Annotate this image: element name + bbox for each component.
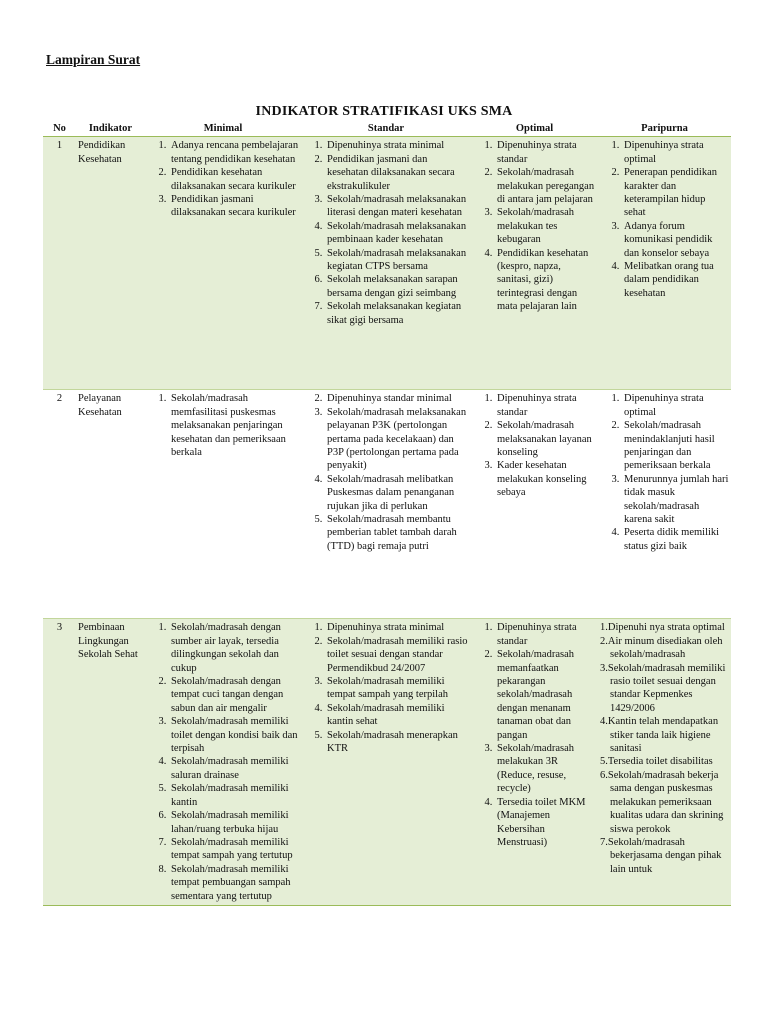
list-item: 4. Tersedia toilet MKM (Manajemen Kebersihan Menstruasi) xyxy=(495,796,596,850)
list-item: 1. Dipenuhinya strata optimal xyxy=(622,139,729,166)
list-item: 3. Sekolah/madrasah melaksanakan literasi dengan materi kesehatan xyxy=(325,193,469,220)
list-item: 5. Sekolah/madrasah melaksanakan kegiatan CTPS bersama xyxy=(325,247,469,274)
row-number: 3 xyxy=(43,619,76,906)
list-item: 1. Adanya rencana pembelajaran tentang pendidikan kesehatan xyxy=(169,139,299,166)
list-item: 6. Sekolah/madrasah memiliki lahan/ruang terbuka hijau xyxy=(169,809,299,836)
cell-optimal xyxy=(471,390,598,619)
cell-standar xyxy=(301,137,471,390)
list-item: 1. Dipenuhinya strata optimal xyxy=(622,392,729,419)
list-item: 4. Melibatkan orang tua dalam pendidikan kesehatan xyxy=(622,260,729,300)
table-header-row xyxy=(43,121,731,137)
list-item: 3. Sekolah/madrasah melaksanakan pelayanan P3K (pertolongan pertama pada kecelakaan) dan P3P (pertolongan pertama pada penyakit) xyxy=(325,406,469,473)
list-item: 5.Tersedia toilet disabilitas xyxy=(600,756,713,768)
cell-paripurna xyxy=(598,619,731,906)
row-indikator: Pelayanan Kesehatan xyxy=(76,390,145,619)
col-header-paripurna: Paripurna xyxy=(598,121,731,137)
list-item: 1. Dipenuhinya strata minimal xyxy=(325,621,469,634)
cell-paripurna xyxy=(598,137,731,390)
list-item: 5. Sekolah/madrasah memiliki kantin xyxy=(169,782,299,809)
list-item: 3. Sekolah/madrasah memiliki toilet dengan kondisi baik dan terpisah xyxy=(169,715,299,755)
col-header-optimal: Optimal xyxy=(471,121,598,137)
list-item: 4. Sekolah/madrasah melibatkan Puskesmas dalam penanganan rujukan jika di perlukan xyxy=(325,473,469,513)
document-title: INDIKATOR STRATIFIKASI UKS SMA xyxy=(255,104,513,119)
list-item: 6. Sekolah melaksanakan sarapan bersama dengan gizi seimbang xyxy=(325,273,469,300)
col-header-minimal: Minimal xyxy=(145,121,301,137)
list-item: 2. Sekolah/madrasah melaksanakan layanan konseling xyxy=(495,419,596,459)
list-item: 2. Penerapan pendidikan karakter dan keterampilan hidup sehat xyxy=(622,166,729,220)
list-item: 4. Sekolah/madrasah melaksanakan pembinaan kader kesehatan xyxy=(325,220,469,247)
list-item: 4.Kantin telah mendapatkan stiker tanda laik higiene sanitasi xyxy=(600,716,719,755)
list-item: 7.Sekolah/madrasah bekerjasama dengan pihak lain untuk xyxy=(600,836,722,875)
list-item: 3.Sekolah/madrasah memiliki rasio toilet sesuai dengan standar Kepmenkes 1429/2006 xyxy=(600,662,726,714)
list-item: 2. Sekolah/madrasah melakukan peregangan di antara jam pelajaran xyxy=(495,166,596,206)
list-item: 8. Sekolah/madrasah memiliki tempat pembuangan sampah sementara yang tertutup xyxy=(169,863,299,903)
list-item: 3. Pendidikan jasmani dilaksanakan secara kurikuler xyxy=(169,193,299,220)
cell-optimal xyxy=(471,619,598,906)
list-item: 5. Sekolah/madrasah membantu pemberian tablet tambah darah (TTD) bagi remaja putri xyxy=(325,513,469,553)
list-item: 3. Menurunnya jumlah hari tidak masuk sekolah/madrasah karena sakit xyxy=(622,473,729,527)
cell-paripurna xyxy=(598,390,731,619)
col-header-no: No xyxy=(43,121,76,137)
list-item: 4. Pendidikan kesehatan (kespro, napza, sanitasi, gizi) terintegrasi dengan mata pelajaran lain xyxy=(495,247,596,314)
list-item: 2. Sekolah/madrasah memiliki rasio toilet sesuai dengan standar Permendikbud 24/2007 xyxy=(325,635,469,675)
list-item: 4. Peserta didik memiliki status gizi baik xyxy=(622,526,729,553)
list-item: 2. Pendidikan kesehatan dilaksanakan secara kurikuler xyxy=(169,166,299,193)
col-header-indikator: Indikator xyxy=(76,121,145,137)
list-item: 1.Dipenuhi nya strata optimal xyxy=(600,622,725,634)
list-item: 3. Sekolah/madrasah melakukan 3R (Reduce, resuse, recycle) xyxy=(495,742,596,796)
cell-optimal xyxy=(471,137,598,390)
col-header-standar: Standar xyxy=(301,121,471,137)
list-item: 1. Sekolah/madrasah dengan sumber air layak, tersedia dilingkungan sekolah dan cukup xyxy=(169,621,299,675)
list-item: 1. Dipenuhinya strata standar xyxy=(495,621,596,648)
cell-standar xyxy=(301,390,471,619)
list-item: 3. Sekolah/madrasah memiliki tempat sampah yang terpilah xyxy=(325,675,469,702)
list-item: 2. Dipenuhinya standar minimal xyxy=(325,392,469,405)
list-item: 4. Sekolah/madrasah memiliki kantin sehat xyxy=(325,702,469,729)
list-item: 1. Dipenuhinya strata standar xyxy=(495,392,596,419)
lampiran-heading: Lampiran Surat xyxy=(46,52,141,67)
list-item: 3. Sekolah/madrasah melakukan tes kebugaran xyxy=(495,206,596,246)
list-item: 6.Sekolah/madrasah bekerja sama dengan puskesmas melakukan pemeriksaan kualitas udara dan skrining siswa perokok xyxy=(600,769,724,835)
table-row xyxy=(43,619,731,906)
row-indikator: Pendidikan Kesehatan xyxy=(76,137,145,390)
list-item: 1. Dipenuhinya strata minimal xyxy=(325,139,469,152)
list-item: 4. Sekolah/madrasah memiliki saluran drainase xyxy=(169,755,299,782)
cell-minimal xyxy=(145,390,301,619)
list-item: 2. Sekolah/madrasah memanfaatkan pekarangan sekolah/madrasah dengan menanam tanaman obat dan pangan xyxy=(495,648,596,742)
list-item: 2. Pendidikan jasmani dan kesehatan dilaksanakan secara ekstrakulikuler xyxy=(325,153,469,193)
cell-minimal xyxy=(145,619,301,906)
list-item: 3. Adanya forum komunikasi pendidik dan konselor sebaya xyxy=(622,220,729,260)
list-item: 2.Air minum disediakan oleh sekolah/madrasah xyxy=(600,635,723,661)
list-item: 7. Sekolah/madrasah memiliki tempat sampah yang tertutup xyxy=(169,836,299,863)
list-item: 5. Sekolah/madrasah menerapkan KTR xyxy=(325,729,469,756)
row-number: 2 xyxy=(43,390,76,619)
row-indikator: Pembinaan Lingkungan Sekolah Sehat xyxy=(76,619,145,906)
cell-standar xyxy=(301,619,471,906)
list-item: 3. Kader kesehatan melakukan konseling sebaya xyxy=(495,459,596,499)
list-item: 7. Sekolah melaksanakan kegiatan sikat gigi bersama xyxy=(325,300,469,327)
table-row xyxy=(43,137,731,390)
list-item: 2. Sekolah/madrasah menindaklanjuti hasil penjaringan dan pemeriksaan berkala xyxy=(622,419,729,473)
row-number: 1 xyxy=(43,137,76,390)
indicator-table xyxy=(43,121,731,906)
cell-minimal xyxy=(145,137,301,390)
list-item: 2. Sekolah/madrasah dengan tempat cuci tangan dengan sabun dan air mengalir xyxy=(169,675,299,715)
list-item: 1. Dipenuhinya strata standar xyxy=(495,139,596,166)
table-row xyxy=(43,390,731,619)
list-item: 1. Sekolah/madrasah memfasilitasi puskesmas melaksanakan penjaringan kesehatan dan pemeriksaan berkala xyxy=(169,392,299,459)
